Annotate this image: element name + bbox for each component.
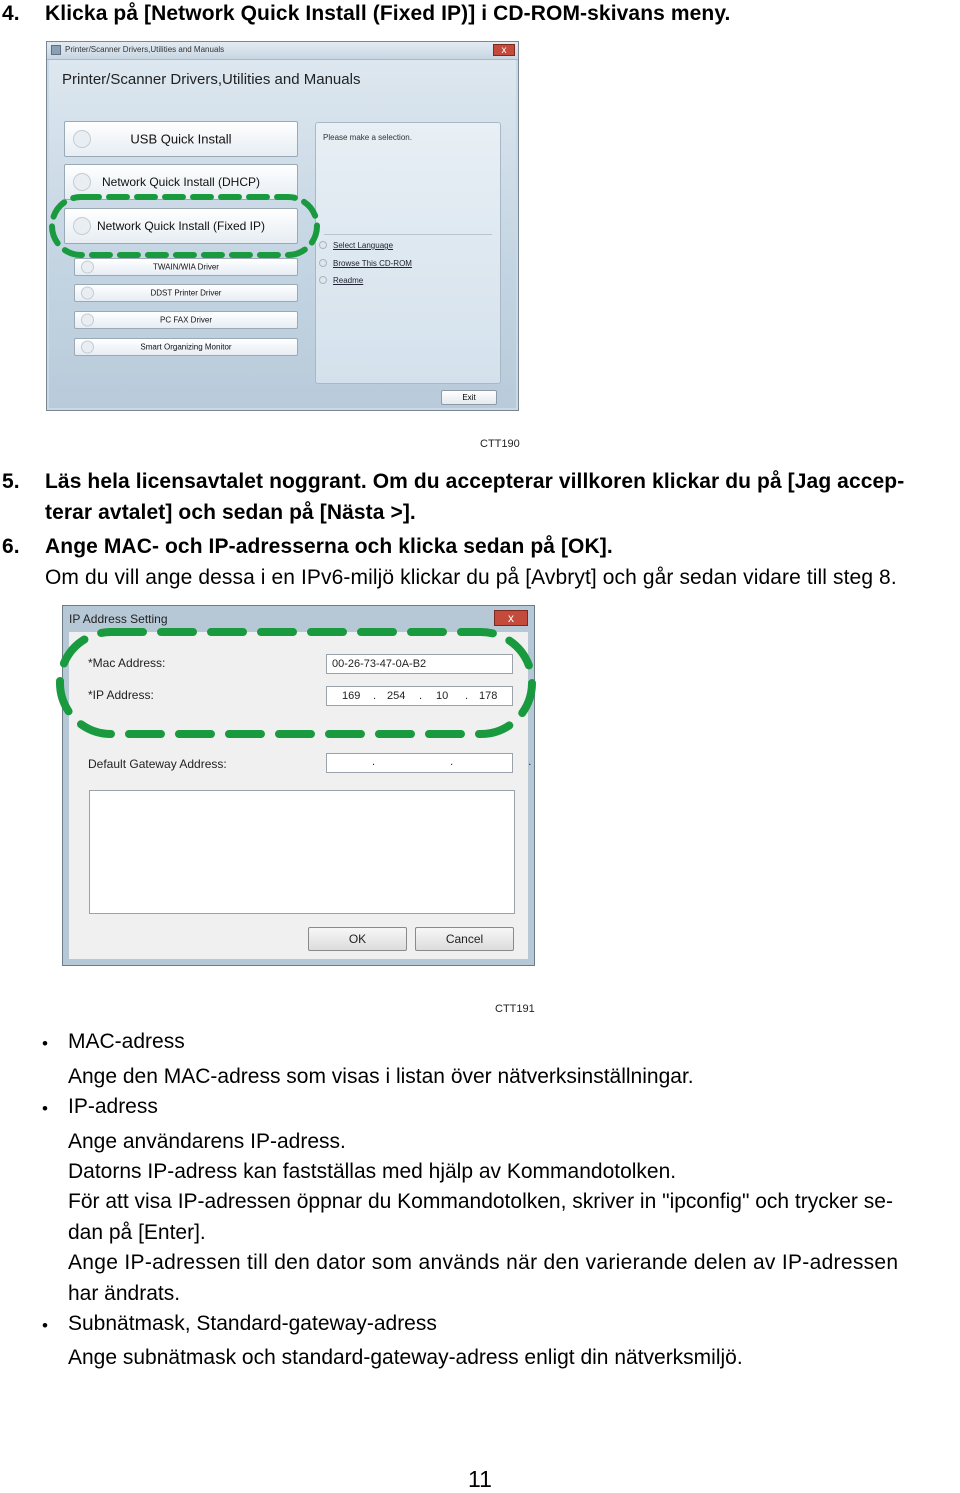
bullet-line: Datorns IP-adress kan fastställas med hjälp av Kommandotolken. xyxy=(68,1160,677,1183)
radio-icon xyxy=(319,276,327,284)
step-5 xyxy=(2,470,960,522)
button-label: Network Quick Install (DHCP) xyxy=(101,175,261,189)
default-gateway-field[interactable] xyxy=(326,753,568,773)
radio-icon xyxy=(319,241,327,249)
close-button[interactable]: x xyxy=(494,610,528,626)
figure-caption-2: CTT191 xyxy=(495,1003,535,1015)
ip-address-field[interactable] xyxy=(326,686,513,706)
window-titlebar xyxy=(47,42,518,60)
button-label: PC FAX Driver xyxy=(159,315,212,325)
smart-organizing-monitor-button[interactable] xyxy=(74,338,298,356)
mac-address-field[interactable] xyxy=(326,654,513,674)
button-label: DDST Printer Driver xyxy=(150,288,222,298)
ip-dot: . xyxy=(419,690,423,702)
figure-caption-1: CTT190 xyxy=(480,438,520,450)
pc-fax-driver-button[interactable] xyxy=(74,311,298,329)
network-quick-install-fixed-ip-button[interactable] xyxy=(64,208,298,244)
close-button[interactable]: x xyxy=(493,44,515,56)
ip-octet[interactable]: 169 xyxy=(342,690,361,702)
step-number: 5. xyxy=(2,470,20,493)
radio-icon xyxy=(319,259,327,267)
link-label: Readme xyxy=(333,276,364,285)
mac-address-label: *Mac Address: xyxy=(88,656,166,670)
bullet-title-ip: IP-adress xyxy=(68,1095,158,1118)
network-quick-install-dhcp-button[interactable] xyxy=(64,164,298,200)
bullet-line: För att visa IP-adressen öppnar du Kommandotolken, skriver in "ipconfig" och trycker se- xyxy=(68,1190,893,1213)
ip-dot: . xyxy=(373,690,377,702)
button-label: Network Quick Install (Fixed IP) xyxy=(96,219,266,233)
app-icon xyxy=(51,45,61,55)
ddst-printer-driver-button[interactable] xyxy=(74,284,298,302)
link-label: Select Language xyxy=(333,241,394,250)
bullet-line: dan på [Enter]. xyxy=(68,1221,206,1244)
ip-octet[interactable]: 10 xyxy=(436,690,449,702)
step-text: Ange MAC- och IP-adresserna och klicka sedan på [OK]. xyxy=(45,535,613,558)
twain-wia-driver-button[interactable] xyxy=(74,258,298,276)
bullet-line: Ange den MAC-adress som visas i listan över nätverksinställningar. xyxy=(68,1065,694,1088)
bullet-title-mac: MAC-adress xyxy=(68,1030,185,1053)
dialog-titlebar xyxy=(63,606,534,628)
dialog-title: IP Address Setting xyxy=(69,612,168,626)
panel-divider xyxy=(324,234,492,235)
usb-quick-install-button[interactable] xyxy=(64,121,298,157)
bullet-title-subnet: Subnätmask, Standard-gateway-adress xyxy=(68,1312,437,1335)
step-text-line: terar avtalet] och sedan på [Nästa >]. xyxy=(45,501,416,524)
ip-dot: . xyxy=(465,690,469,702)
link-label: Browse This CD-ROM xyxy=(333,259,412,268)
step-note: Om du vill ange dessa i en IPv6-miljö klickar du på [Avbryt] och går sedan vidare till steg 8. xyxy=(45,566,897,589)
browse-cd-rom-link[interactable] xyxy=(319,259,412,268)
bullet-line: har ändrats. xyxy=(68,1282,181,1305)
default-gateway-label: Default Gateway Address: xyxy=(88,757,227,771)
mac-address-value: 00-26-73-47-0A-B2 xyxy=(332,658,427,670)
bullet-marker: • xyxy=(42,1099,48,1118)
step-number: 4. xyxy=(2,2,20,25)
selection-hint: Please make a selection. xyxy=(323,133,412,142)
button-label: USB Quick Install xyxy=(130,131,232,147)
readme-link[interactable] xyxy=(319,276,363,285)
installer-heading: Printer/Scanner Drivers,Utilities and Manuals xyxy=(62,71,361,88)
window-title: Printer/Scanner Drivers,Utilities and Manuals xyxy=(65,45,225,54)
step-text: Klicka på [Network Quick Install (Fixed IP)] i CD-ROM-skivans meny. xyxy=(45,2,731,25)
bullet-line: Ange användarens IP-adress. xyxy=(68,1130,346,1153)
step-number: 6. xyxy=(2,535,20,558)
button-label: Smart Organizing Monitor xyxy=(140,342,232,352)
bullet-line: Ange subnätmask och standard-gateway-adress enligt din nätverksmiljö. xyxy=(68,1346,743,1369)
ip-address-label: *IP Address: xyxy=(88,688,154,702)
step-text-line: Läs hela licensavtalet noggrant. Om du accepterar villkoren klickar du på [Jag accep- xyxy=(45,470,905,493)
bullet-marker: • xyxy=(42,1316,48,1335)
info-text-area xyxy=(89,790,515,914)
description-panel xyxy=(315,122,501,384)
button-label: TWAIN/WIA Driver xyxy=(153,262,219,272)
select-language-link[interactable] xyxy=(319,241,393,250)
ok-button[interactable]: OK xyxy=(308,927,407,951)
page-number: 11 xyxy=(468,1466,492,1492)
ip-octet[interactable]: 254 xyxy=(387,690,406,702)
step-6 xyxy=(2,535,942,595)
bullet-line: Ange IP-adressen till den dator som används när den varierande delen av IP-adressen xyxy=(68,1251,899,1274)
exit-button[interactable]: Exit xyxy=(441,390,497,405)
cancel-button[interactable]: Cancel xyxy=(415,927,514,951)
ip-octet[interactable]: 178 xyxy=(479,690,498,702)
bullet-marker: • xyxy=(42,1034,48,1053)
gateway-value: . . . xyxy=(372,756,568,768)
